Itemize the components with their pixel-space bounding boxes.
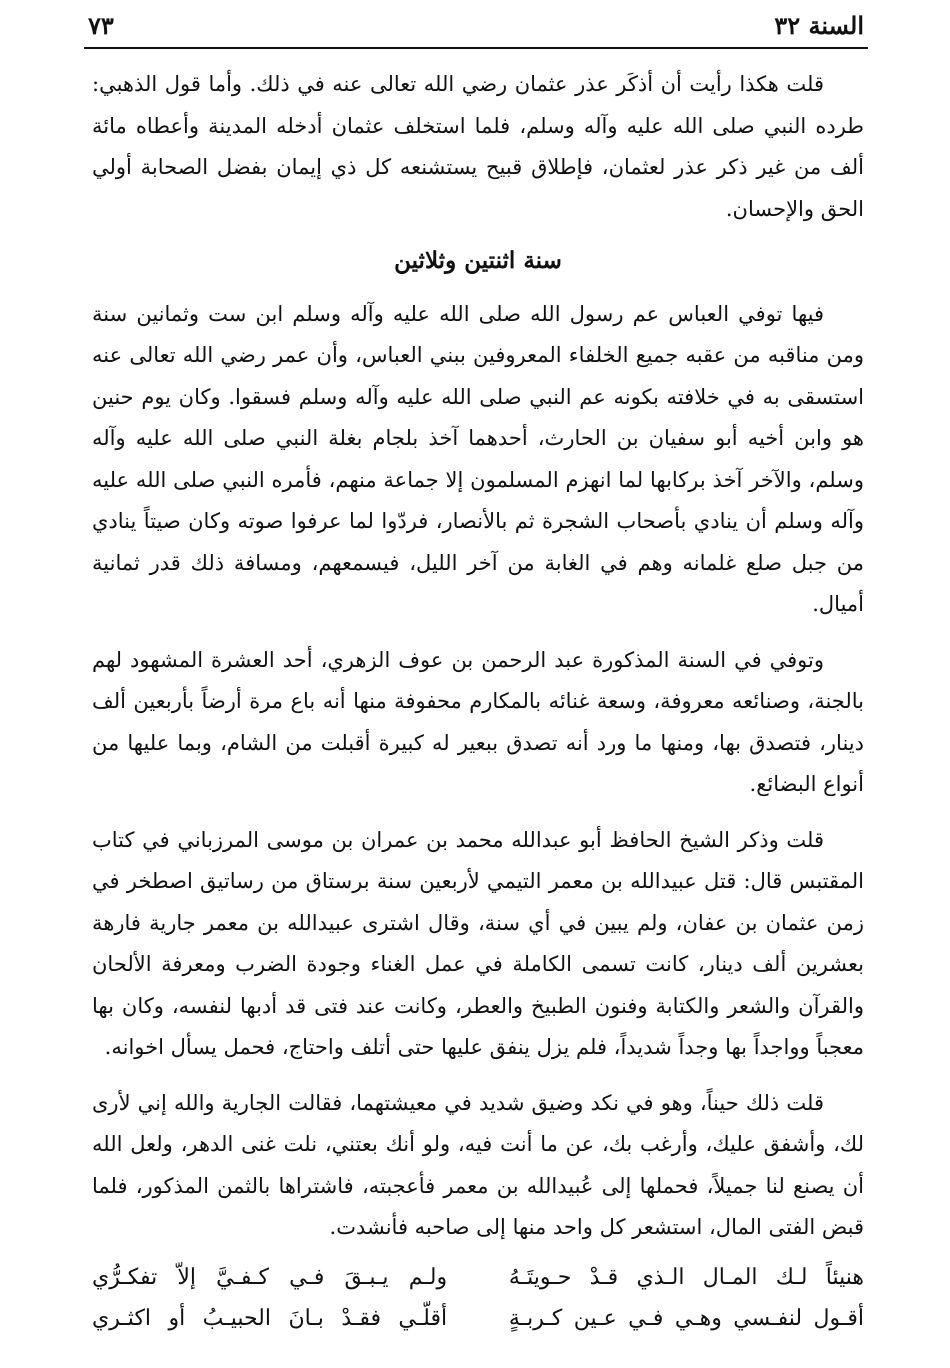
verse-first-hemistich: أقـول لنفـسي وهـي فـي عـين كـربـةٍ [508,1305,864,1331]
paragraph-4: قلت وذكر الشيخ الحافظ أبو عبدالله محمد بن عمران بن موسى المرزباني في كتاب المقتبس قال: قتل عبيدالله بن معمر التيمي لأربعين سنة برستاق من رساتيق اصطخر في زمن عثمان بن عفان، ولم يبين في أي سنة، وقال اشترى عبيدالله بن معمر جارية فارهة بعشرين ألف دينار، كانت تسمى الكاملة في عمل الغناء وجودة الضرب ومعرفة الألحان والقرآن والشعر والكتابة وفنون الطبيخ والعطر، وكانت عند فتى قد أدبها لنفسه، وكان بها معجباً وواجداً بها وجداً شديداً، فلم يزل ينفق عليها حتى أتلف واحتاج، فحمل يسأل اخوانه. [92,827,864,1059]
verse-second-hemistich: أقلّـي فقـدْ بـانَ الحبيـبُ أو اكثـري [92,1305,448,1331]
paragraph-1: قلت هكذا رأيت أن أذكَر عذر عثمان رضي الله تعالى عنه في ذلك. وأما قول الذهبي: طرده النبي صلى الله عليه وآله وسلم، فلما استخلف عثمان أدخله المدينة وأعطاه مائة ألف من غير ذكر عذر لعثمان، فإطلاق قبيح يستشنعه كل ذي إيمان بفضل الصحابة أولي الحق والإحسان. [92,72,864,221]
page-body [92,64,864,1339]
verse-second-hemistich: ولـم يـبـقَ فـي كـفـيَّ إلاّ تفكـرُّي [92,1264,448,1290]
section-title: سنة اثنتين وثلاثين [394,247,562,274]
page-header [88,8,864,42]
verse-first-hemistich: هنيئاً لـك المـال الـذي قـدْ حـويتَـهُ [508,1264,864,1290]
paragraph-gap [92,806,864,820]
poem-verse [92,1257,864,1298]
paragraph-5: قلت ذلك حيناً، وهو في نكد وضيق شديد في معيشتهما، فقالت الجارية والله إني لأرى لك، وأشفق عليك، وأرغب بك، عن ما أنت فيه، ولو أنك بعتني، نلت غنى الدهر، ولعل الله أن يصنع لنا جميلاً، فحملها إلى عُبيدالله بن معمر فأعجبته، فاشتراها بالثمن المذكور، فلما قبض الفتى المال، استشعر كل واحد منها إلى صاحبه فأنشدت. [92,1090,864,1239]
paragraph-3: وتوفي في السنة المذكورة عبد الرحمن بن عوف الزهري، أحد العشرة المشهود لهم بالجنة، وصنائعه معروفة، وسعة غنائه بالمكارم محفوفة منها أنه باع مرة أرضاً بأربعين ألف دينار، فتصدق بها، ومنها ما ورد أنه تصدق ببعير له كبيرة أقبلت من الشام، وبما عليها من أنواع البضائع. [92,647,864,796]
page-number: ٧٣ [88,10,114,40]
poem [92,1257,864,1339]
header-rule [84,47,868,49]
paragraph-gap [92,1069,864,1083]
paragraph-gap [92,626,864,640]
paragraph-2: فيها توفي العباس عم رسول الله صلى الله عليه وآله وسلم ابن ست وثمانين سنة ومن مناقبه من عقبه جميع الخلفاء المعروفين ببني العباس، وأن عمر رضي الله تعالى عنه استسقى به في خلافته بكونه عم النبي صلى الله عليه وآله وسلم فسقوا. وكان يوم حنين هو وابن أخيه أبو سفيان بن الحارث، أحدهما آخذ بلجام بغلة النبي صلى الله عليه وآله وسلم، والآخر آخذ بركابها لما انهزم المسلمون إلا جماعة منهم، فأمره النبي صلى الله عليه وآله وسلم أن ينادي بأصحاب الشجرة ثم بالأنصار، فردّوا لما عرفوا صوته وكان صيتاً ينادي من جبل صلع غلمانه وهم في الغابة من آخر الليل، فيسمعهم، ومسافة ذلك قدر ثمانية أميال. [92,301,864,616]
poem-verse [92,1298,864,1339]
running-title: السنة ٣٢ [774,10,864,40]
